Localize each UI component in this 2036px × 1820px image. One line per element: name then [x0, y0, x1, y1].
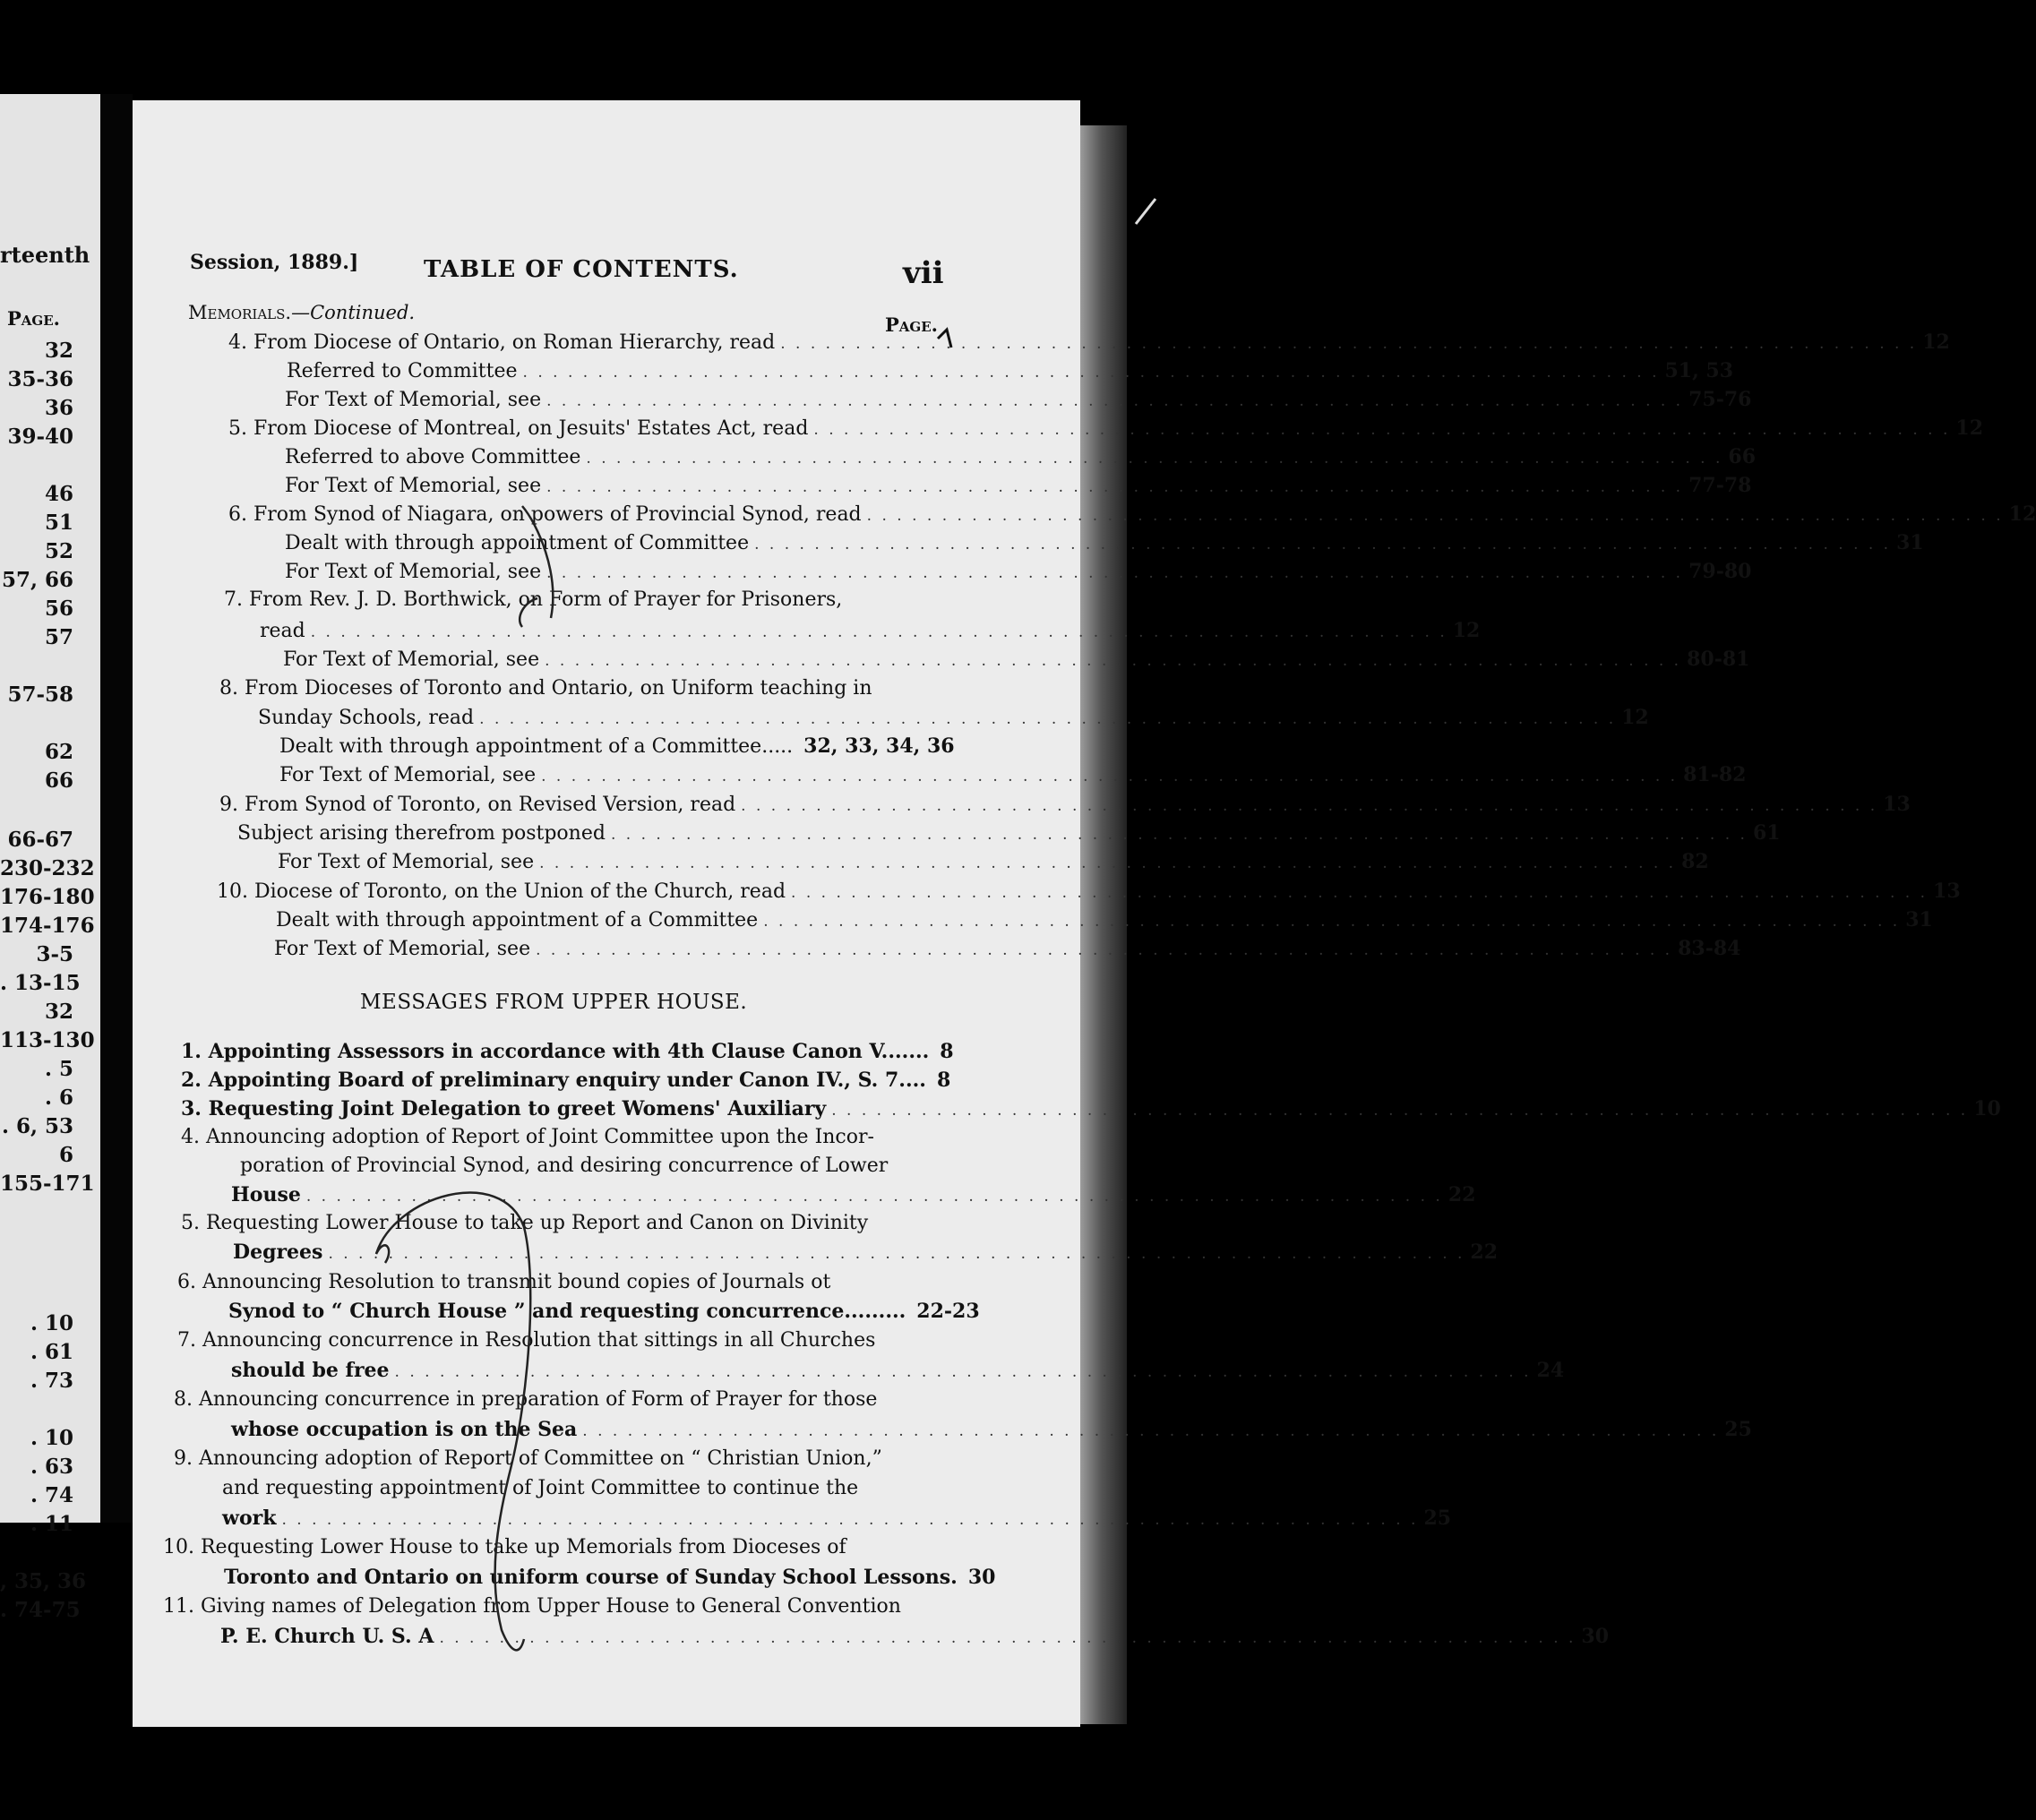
entry-line: 7. Announcing concurrence in Resolution that sittings in all Churches [177, 1329, 876, 1352]
dot-leader: . . . . . . . . . . . . . . . . . . . . . . . . . . . . . . . . . . . . . . . . . . . . . . . . . . . . . . . . . . . . . . . . . . . . . . . . . . . . [741, 797, 1878, 815]
left-page-number: 176-180 [0, 885, 95, 909]
entry-text: 2. Appointing Board of preliminary enquiry under Canon IV., S. 7.... [181, 1069, 926, 1092]
dot-leader: . . . . . . . . . . . . . . . . . . . . . . . . . . . . . . . . . . . . . . . . . . . . . . . . . . . . . . . . . . . . . . . . . . . . . . . . . . . . [536, 941, 1673, 959]
entry-line: 10. Requesting Lower House to take up Memorials from Dioceses of [163, 1536, 846, 1558]
pencil-stroke [938, 330, 951, 348]
dot-leader: . . . . . . . . . . . . . . . . . . . . . . . . . . . . . . . . . . . . . . . . . . . . . . . . . . . . . . . . . . . . . . . . . . . . . . . . . . . . [281, 1511, 1419, 1529]
entry-text: For Text of Memorial, see [278, 851, 535, 873]
left-page-number: 57-58 [7, 682, 73, 707]
entry-text: Toronto and Ontario on uniform course of Sunday School Lessons. [224, 1566, 958, 1589]
entry-page-number: 22-23 [916, 1300, 980, 1323]
entry-page-number: 77-78 [1688, 474, 1752, 497]
dot-leader: . . . . . . . . . . . . . . . . . . . . . . . . . . . . . . . . . . . . . . . . . . . . . . . . . . . . . . . . . . . . . . . . . . . . . . . . . . . . [831, 1102, 1969, 1120]
entry-page-number: 30 [967, 1566, 996, 1589]
entry-page-number: 32, 33, 34, 36 [803, 734, 955, 758]
left-page-number: 66 [44, 768, 73, 793]
left-page-number: . 74-75 [0, 1598, 81, 1622]
entry-page-number: 83-84 [1678, 937, 1741, 960]
pencil-stroke [376, 1193, 530, 1651]
session-label: Session, 1889.] [190, 251, 359, 274]
entry-text: should be free [231, 1359, 390, 1382]
left-page-number: 56 [44, 597, 73, 621]
entry-page-number: 22 [1448, 1183, 1476, 1206]
dot-leader: . . . . . . . . . . . . . . . . . . . . . . . . . . . . . . . . . . . . . . . . . . . . . . . . . . . . . . . . . . . . . . . . . . . . . . . . . . . . [866, 507, 2004, 525]
left-page-number: 46 [44, 482, 73, 506]
left-page-number: 51 [44, 511, 73, 535]
left-page-number: . 5 [44, 1057, 73, 1081]
left-page-number: . 6, 53 [1, 1114, 73, 1138]
page-title: TABLE OF CONTENTS. [424, 256, 739, 283]
left-page-number: 113-130 [0, 1028, 95, 1052]
entry-page-number: 79-80 [1688, 560, 1752, 583]
entry-page-number: 81-82 [1683, 763, 1747, 786]
entry-page-number: 30 [1581, 1625, 1610, 1648]
entry-page-number: 13 [1933, 880, 1961, 903]
entry-text: P. E. Church U. S. A [220, 1625, 434, 1648]
entry-text: work [222, 1507, 277, 1530]
left-page-number: 57 [44, 625, 73, 649]
left-page-header-fragment: rteenth [0, 242, 90, 268]
left-page-number: . 61 [30, 1340, 73, 1364]
entry-line: 5. Requesting Lower House to take up Report and Canon on Divinity [181, 1212, 869, 1234]
left-page-number: . 11 [30, 1512, 73, 1536]
left-page-number: 155-171 [0, 1172, 95, 1196]
entry-page-number: 12 [1621, 706, 1649, 729]
entry-page-number: 22 [1470, 1241, 1499, 1264]
entry-page-number: 8 [940, 1040, 954, 1063]
entry-page-number: 12 [2008, 502, 2036, 526]
pencil-stroke [520, 598, 537, 627]
left-page-number: . 13-15 [0, 971, 81, 995]
entry-text: 1. Appointing Assessors in accordance with 4th Clause Canon V....... [181, 1040, 930, 1063]
entry-text: Dealt with through appointment of Committee [285, 532, 750, 554]
dot-leader: . . . . . . . . . . . . . . . . . . . . . . . . . . . . . . . . . . . . . . . . . . . . . . . . . . . . . . . . . . . . . . . . . . . . . . . . . . . . [394, 1363, 1532, 1381]
entry-text: Dealt with through appointment of a Committee [276, 909, 759, 931]
memorials-heading-label: Memorials. [188, 302, 292, 323]
dot-leader: . . . . . . . . . . . . . . . . . . . . . . . . . . . . . . . . . . . . . . . . . . . . . . . . . . . . . . . . . . . . . . . . . . . . . . . . . . . . [305, 1188, 1443, 1206]
dot-leader: . . . . . . . . . . . . . . . . . . . . . . . . . . . . . . . . . . . . . . . . . . . . . . . . . . . . . . . . . . . . . . . . . . . . . . . . . . . . [439, 1629, 1576, 1647]
entry-text: Sunday Schools, read [258, 707, 475, 729]
dot-leader: . . . . . . . . . . . . . . . . . . . . . . . . . . . . . . . . . . . . . . . . . . . . . . . . . . . . . . . . . . . . . . . . . . . . . . . . . . . . [522, 364, 1660, 382]
left-page-number: 52 [44, 539, 73, 563]
left-page-number: 6 [58, 1143, 73, 1167]
pencil-stroke [522, 506, 553, 618]
entry-line: 8. From Dioceses of Toronto and Ontario, on Uniform teaching in [219, 677, 872, 700]
dot-leader: . . . . . . . . . . . . . . . . . . . . . . . . . . . . . . . . . . . . . . . . . . . . . . . . . . . . . . . . . . . . . . . . . . . . . . . . . . . . [791, 884, 1929, 902]
entry-text: Dealt with through appointment of a Committee..... [279, 735, 794, 758]
left-page-number: 3-5 [36, 942, 73, 966]
left-page-number: , 35, 36 [0, 1569, 87, 1593]
entry-text: 3. Requesting Joint Delegation to greet Womens' Auxiliary [181, 1097, 827, 1120]
left-page-number: . 73 [30, 1369, 73, 1393]
entry-line: 7. From Rev. J. D. Borthwick, on Form of Prayer for Prisoners, [224, 588, 843, 611]
entry-page-number: 8 [936, 1069, 951, 1092]
dot-leader: . . . . . . . . . . . . . . . . . . . . . . . . . . . . . . . . . . . . . . . . . . . . . . . . . . . . . . . . . . . . . . . . . . . . . . . . . . . . [328, 1245, 1465, 1263]
left-page-number: . 6 [44, 1086, 73, 1110]
entry-page-number: 24 [1536, 1359, 1565, 1382]
dot-leader: . . . . . . . . . . . . . . . . . . . . . . . . . . . . . . . . . . . . . . . . . . . . . . . . . . . . . . . . . . . . . . . . . . . . . . . . . . . . [754, 536, 1892, 554]
left-page-number: 39-40 [7, 425, 73, 449]
messages-section-heading: MESSAGES FROM UPPER HOUSE. [360, 991, 748, 1014]
entry-text: Referred to Committee [287, 360, 518, 382]
entry-page-number: 25 [1423, 1507, 1452, 1530]
entry-text: For Text of Memorial, see [274, 938, 531, 960]
dot-leader: . . . . . . . . . . . . . . . . . . . . . . . . . . . . . . . . . . . . . . . . . . . . . . . . . . . . . . . . . . . . . . . . . . . . . . . . . . . . [813, 421, 1951, 439]
left-page-number: 32 [44, 339, 73, 363]
left-page-number: . 10 [30, 1311, 73, 1335]
entry-text: For Text of Memorial, see [279, 764, 537, 786]
entry-text: Referred to above Committee [285, 446, 581, 468]
entry-page-number: 75-76 [1688, 388, 1752, 411]
entry-text: 9. From Synod of Toronto, on Revised Version, read [219, 794, 736, 816]
entry-text: whose occupation is on the Sea [231, 1418, 578, 1441]
entry-text: 6. From Synod of Niagara, on powers of Provincial Synod, read [228, 503, 862, 526]
left-page-number: . 10 [30, 1426, 73, 1450]
left-page-number: 66-67 [7, 828, 73, 852]
entry-line: 11. Giving names of Delegation from Upper House to General Convention [163, 1595, 901, 1618]
entry-text: 10. Diocese of Toronto, on the Union of the Church, read [217, 880, 786, 903]
entry-page-number: 61 [1752, 821, 1781, 845]
entry-text: 5. From Diocese of Montreal, on Jesuits' Estates Act, read [228, 417, 809, 440]
entry-text: Subject arising therefrom postponed [237, 822, 606, 845]
dot-leader: . . . . . . . . . . . . . . . . . . . . . . . . . . . . . . . . . . . . . . . . . . . . . . . . . . . . . . . . . . . . . . . . . . . . . . . . . . . . [610, 826, 1748, 844]
entry-line: poration of Provincial Synod, and desiring concurrence of Lower [240, 1155, 889, 1177]
pencil-stroke [1136, 199, 1155, 224]
entry-line: 4. Announcing adoption of Report of Joint Committee upon the Incor- [181, 1126, 874, 1148]
page-number-roman: vii [903, 255, 944, 291]
left-page-number: 174-176 [0, 914, 95, 938]
entry-page-number: 31 [1905, 908, 1933, 931]
left-page-number: . 74 [30, 1483, 73, 1507]
dot-leader: . . . . . . . . . . . . . . . . . . . . . . . . . . . . . . . . . . . . . . . . . . . . . . . . . . . . . . . . . . . . . . . . . . . . . . . . . . . . [479, 710, 1617, 728]
left-page-number: . 63 [30, 1455, 73, 1479]
left-page-column-label: Page. [7, 307, 60, 330]
dot-leader: . . . . . . . . . . . . . . . . . . . . . . . . . . . . . . . . . . . . . . . . . . . . . . . . . . . . . . . . . . . . . . . . . . . . . . . . . . . . [582, 1422, 1720, 1440]
dot-leader: . . . . . . . . . . . . . . . . . . . . . . . . . . . . . . . . . . . . . . . . . . . . . . . . . . . . . . . . . . . . . . . . . . . . . . . . . . . . [546, 564, 1684, 582]
entry-page-number: 31 [1896, 531, 1924, 554]
entry-page-number: 13 [1883, 793, 1911, 816]
entry-text: For Text of Memorial, see [285, 561, 542, 583]
entry-page-number: 25 [1724, 1418, 1752, 1441]
entry-page-number: 82 [1681, 850, 1709, 873]
entry-text: 4. From Diocese of Ontario, on Roman Hierarchy, read [228, 331, 776, 354]
entry-text: House [231, 1183, 301, 1206]
dot-leader: . . . . . . . . . . . . . . . . . . . . . . . . . . . . . . . . . . . . . . . . . . . . . . . . . . . . . . . . . . . . . . . . . . . . . . . . . . . . [546, 478, 1684, 496]
page-column-heading: Page. [885, 313, 938, 336]
entry-page-number: 80-81 [1687, 648, 1750, 671]
left-page-number: 35-36 [7, 367, 73, 391]
entry-line: and requesting appointment of Joint Committee to continue the [222, 1477, 859, 1499]
entry-text: For Text of Memorial, see [285, 475, 542, 497]
entry-line: 8. Announcing concurrence in preparation of Form of Prayer for those [174, 1388, 878, 1411]
memorials-heading-continued: —Continued. [291, 302, 416, 323]
entry-line: 9. Announcing adoption of Report of Committee on “ Christian Union,” [174, 1447, 882, 1470]
left-page-number: 32 [44, 1000, 73, 1024]
entry-line: 6. Announcing Resolution to transmit bound copies of Journals ot [177, 1271, 831, 1293]
dot-leader: . . . . . . . . . . . . . . . . . . . . . . . . . . . . . . . . . . . . . . . . . . . . . . . . . . . . . . . . . . . . . . . . . . . . . . . . . . . . [586, 450, 1723, 468]
entry-page-number: 66 [1728, 445, 1757, 468]
entry-page-number: 12 [1452, 619, 1481, 642]
entry-text: For Text of Memorial, see [285, 389, 542, 411]
entry-page-number: 12 [1955, 416, 1984, 440]
dot-leader: . . . . . . . . . . . . . . . . . . . . . . . . . . . . . . . . . . . . . . . . . . . . . . . . . . . . . . . . . . . . . . . . . . . . . . . . . . . . [763, 913, 1901, 931]
entry-text: Degrees [233, 1241, 323, 1264]
left-page-number: 62 [44, 740, 73, 764]
left-page-number: 57, 66 [1, 568, 73, 592]
entry-text: For Text of Memorial, see [283, 648, 540, 671]
entry-page-number: 10 [1973, 1097, 2001, 1120]
dot-leader: . . . . . . . . . . . . . . . . . . . . . . . . . . . . . . . . . . . . . . . . . . . . . . . . . . . . . . . . . . . . . . . . . . . . . . . . . . . . [539, 854, 1677, 872]
dot-leader: . . . . . . . . . . . . . . . . . . . . . . . . . . . . . . . . . . . . . . . . . . . . . . . . . . . . . . . . . . . . . . . . . . . . . . . . . . . . [780, 335, 1918, 353]
dot-leader: . . . . . . . . . . . . . . . . . . . . . . . . . . . . . . . . . . . . . . . . . . . . . . . . . . . . . . . . . . . . . . . . . . . . . . . . . . . . [545, 652, 1682, 670]
dot-leader: . . . . . . . . . . . . . . . . . . . . . . . . . . . . . . . . . . . . . . . . . . . . . . . . . . . . . . . . . . . . . . . . . . . . . . . . . . . . [546, 392, 1684, 410]
entry-text: Synod to “ Church House ” and requesting concurrence......... [228, 1300, 906, 1323]
dot-leader: . . . . . . . . . . . . . . . . . . . . . . . . . . . . . . . . . . . . . . . . . . . . . . . . . . . . . . . . . . . . . . . . . . . . . . . . . . . . [310, 623, 1448, 641]
left-page-number: 230-232 [0, 856, 95, 880]
dot-leader: . . . . . . . . . . . . . . . . . . . . . . . . . . . . . . . . . . . . . . . . . . . . . . . . . . . . . . . . . . . . . . . . . . . . . . . . . . . . [541, 768, 1679, 786]
left-page-number: 36 [44, 396, 73, 420]
entry-page-number: 51, 53 [1664, 359, 1734, 382]
entry-text: read [260, 620, 305, 642]
entry-page-number: 12 [1922, 331, 1950, 354]
